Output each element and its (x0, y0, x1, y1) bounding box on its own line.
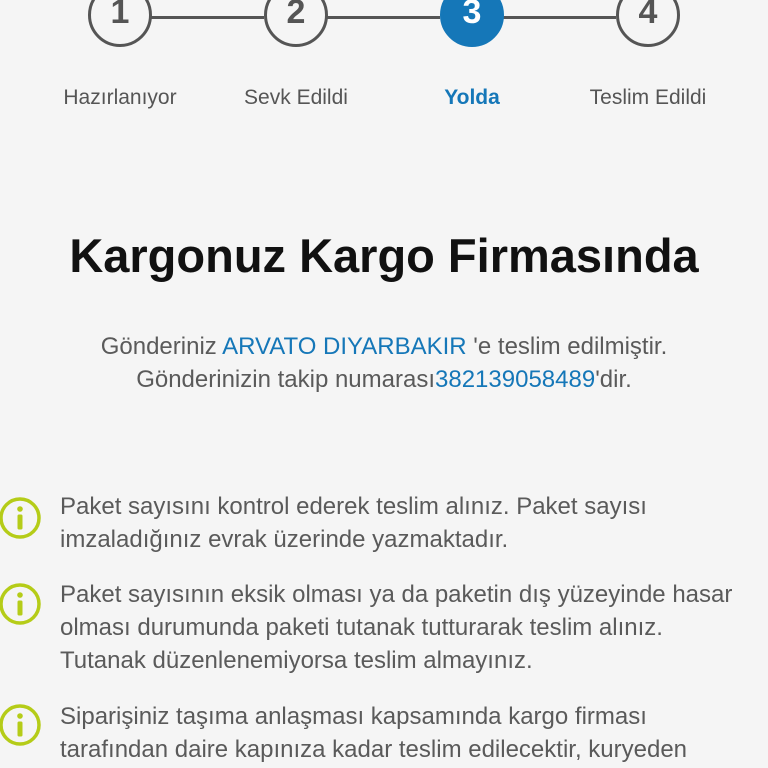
note-line: Siparişiniz taşıma anlaşması kapsamında kargo firması (60, 703, 647, 730)
tracking-line (0, 363, 768, 396)
note-text (60, 490, 768, 556)
step-connector (150, 16, 264, 19)
step-4-circle: 4 (616, 0, 680, 47)
step-connector (502, 16, 616, 19)
step-3-label: Yolda (444, 86, 500, 109)
tracking-line-suffix: 'dir. (595, 366, 632, 393)
step-2-label: Sevk Edildi (244, 86, 348, 109)
step-3-circle: 3 (440, 0, 504, 47)
step-1-circle: 1 (88, 0, 152, 47)
order-status-stepper (0, 0, 768, 130)
step-2-circle: 2 (264, 0, 328, 47)
courier-name-link[interactable]: ARVATO DIYARBAKIR (222, 333, 467, 360)
note-line: Tutanak düzenlenemiyorsa teslim almayınız. (60, 647, 533, 674)
step-4-label: Teslim Edildi (589, 86, 707, 109)
note-text (60, 700, 768, 766)
info-circle-icon (0, 496, 42, 540)
note-text (60, 578, 768, 677)
info-circle-icon (0, 582, 42, 626)
courier-line (0, 330, 768, 363)
note-line: olması durumunda paketi tutanak tutturarak teslim alınız. (60, 614, 663, 641)
step-1-label: Hazırlanıyor (63, 86, 177, 109)
note-line: imzaladığınız evrak üzerinde yazmaktadır. (60, 526, 509, 553)
courier-line-prefix: Gönderiniz (100, 333, 223, 360)
courier-line-suffix: 'e teslim edilmiştir. (466, 333, 668, 360)
info-circle-icon (0, 703, 42, 747)
step-connector (326, 16, 440, 19)
note-line: tarafından daire kapınıza kadar teslim edilecektir, kuryeden (60, 736, 688, 763)
note-line: Paket sayısının eksik olması ya da paketin dış yüzeyinde hasar (60, 581, 733, 608)
note-line: Paket sayısını kontrol ederek teslim alınız. Paket sayısı (60, 493, 647, 520)
tracking-number-link[interactable]: 382139058489 (435, 366, 596, 393)
shipment-info (0, 330, 768, 396)
page-title: Kargonuz Kargo Firmasında (69, 229, 699, 282)
tracking-line-prefix: Gönderinizin takip numarası (136, 366, 436, 393)
